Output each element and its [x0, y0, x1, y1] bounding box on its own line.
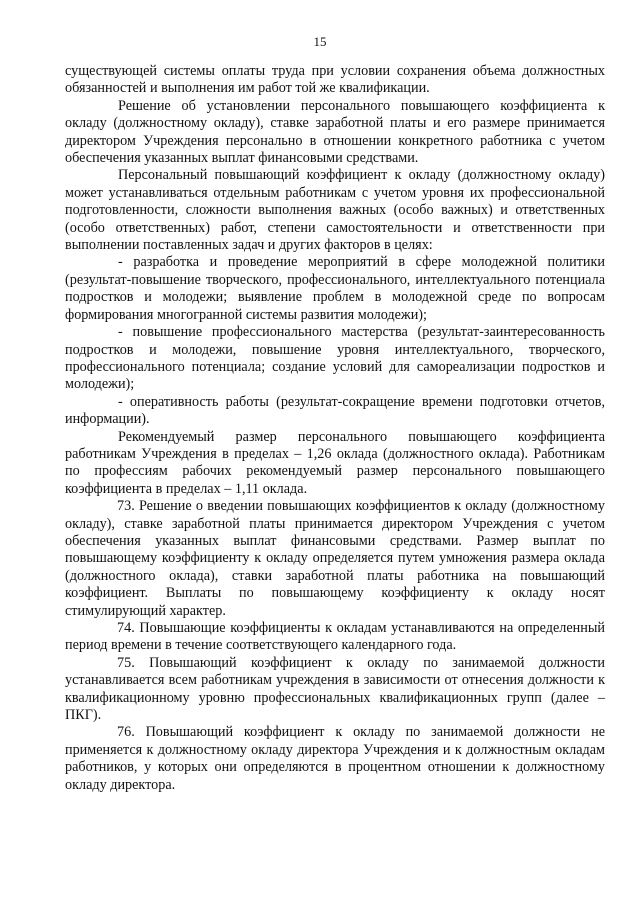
paragraph-recommended-size: Рекомендуемый размер персонального повышающего коэффициента работникам Учреждения в пределах – 1,26 оклада (должностного оклада). Работникам по профессиям рабочих рекомендуемый размер персонального повышающего коэффициента в пределах – 1,11 оклада.	[65, 428, 605, 497]
paragraph-76: 76. Повышающий коэффициент к окладу по занимаемой должности не применяется к должностному окладу директора Учреждения и к должностным окладам работников, у которых они определяются в процентном отношении к должностному окладу директора.	[65, 724, 605, 793]
paragraph-decision: Решение об установлении персонального повышающего коэффициента к окладу (должностному окладу), ставке заработной платы и его размере принимается директором Учреждения персонально в отношении конкретного работника с учетом обеспечения указанных выплат финансовыми средствами.	[65, 97, 605, 167]
list-item-professional-skill: - повышение профессионального мастерства (результат-заинтересованность подростков и молодежи, повышение уровня интеллектуального, творческого, профессионального потенциала; создание условий для самореализации подростков и молодежи);	[65, 324, 605, 393]
list-item-youth-policy: - разработка и проведение мероприятий в сфере молодежной политики (результат-повышение творческого, профессионального, интеллектуального потенциала подростков и молодежи; выявление проблем в молодежной среде по вопросам формирования многогранной системы развития молодежи);	[65, 254, 605, 323]
document-body	[65, 63, 605, 794]
paragraph-personal-coefficient: Персональный повышающий коэффициент к окладу (должностному окладу) может устанавливаться отдельным работникам с учетом уровня их профессиональной подготовленности, сложности выполнения важных (особо важных) и ответственных (особо ответственных) работ, степени самостоятельности и ответственности при выполнении поставленных задач и других факторов в целях:	[65, 167, 605, 254]
page-number: 15	[313, 34, 327, 49]
paragraph-continuation: существующей системы оплаты труда при условии сохранения объема должностных обязанностей и выполнения им работ той же квалификации.	[65, 63, 605, 97]
paragraph-74: 74. Повышающие коэффициенты к окладам устанавливаются на определенный период времени в течение соответствующего календарного года.	[65, 620, 605, 654]
list-item-efficiency: - оперативность работы (результат-сокращение времени подготовки отчетов, информации).	[65, 393, 605, 428]
paragraph-73: 73. Решение о введении повышающих коэффициентов к окладу (должностному окладу), ставке заработной платы принимается директором Учреждения с учетом обеспечения указанных выплат финансовыми средствами. Размер выплат по повышающему коэффициенту к окладу определяется путем умножения размера оклада (должностного оклада), ставки заработной платы работника на повышающий коэффициент. Выплаты по повышающему коэффициенту к окладу носят стимулирующий характер.	[65, 498, 605, 619]
paragraph-75: 75. Повышающий коэффициент к окладу по занимаемой должности устанавливается всем работникам учреждения в зависимости от отнесения должности к квалификационному уровню профессиональных квалификационных групп (далее – ПКГ).	[65, 654, 605, 724]
